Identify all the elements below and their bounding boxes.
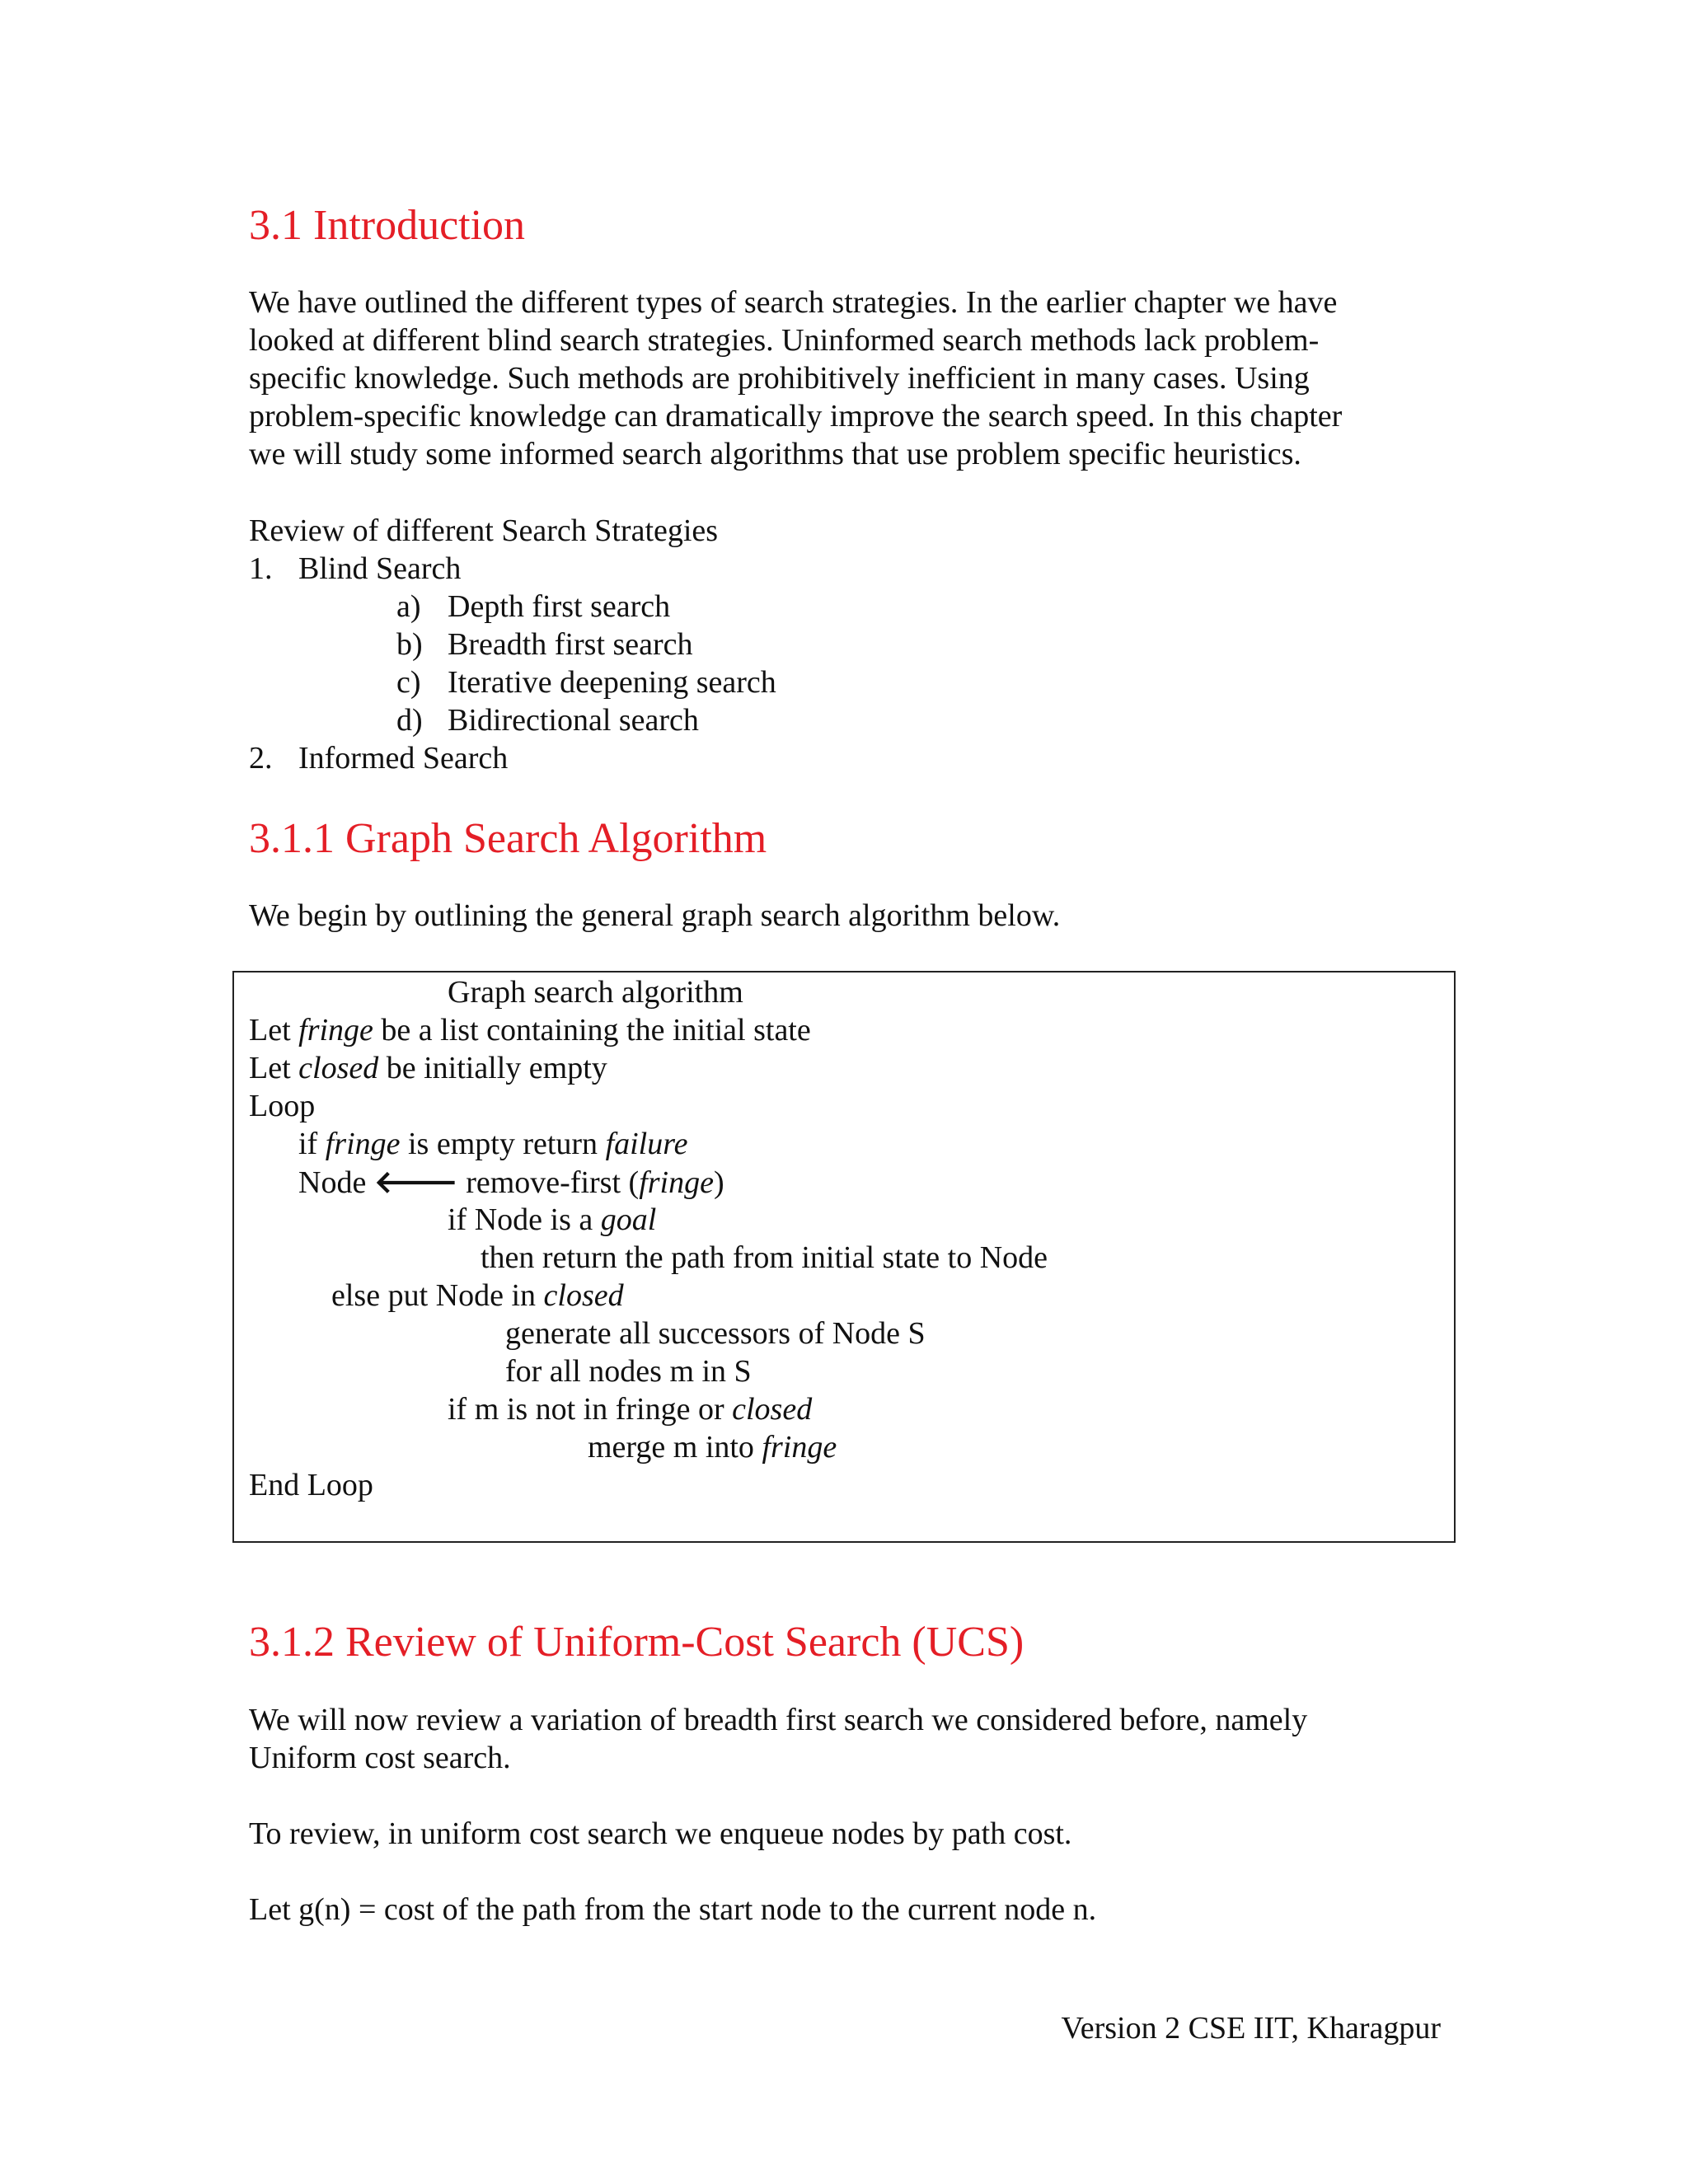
intro-paragraph-line: we will study some informed search algorithms that use problem specific heuristics. [249,437,1301,471]
algorithm-line: if fringe is empty return failure [298,1127,688,1161]
intro-paragraph [249,284,1469,473]
algorithm-line: else put Node in closed [331,1278,624,1313]
sub-item-marker: d) [396,703,423,738]
ucs-heading: 3.1.2 Review of Uniform-Cost Search (UCS) [249,1619,1025,1666]
page-footer: Version 2 CSE IIT, Kharagpur [1061,2011,1441,2046]
intro-paragraph-line: looked at different blind search strategies. Uninformed search methods lack problem- [249,323,1320,358]
algorithm-line: Node 🡐 remove-first (fringe) [298,1164,724,1200]
sub-item-marker: a) [396,589,421,624]
algorithm-line: End Loop [249,1468,373,1502]
sub-item-marker: b) [396,627,423,662]
list-item-blind-search: Blind Search [298,551,462,586]
algorithm-line: generate all successors of Node S [505,1316,926,1351]
algorithm-line: Let closed be initially empty [249,1051,607,1085]
intro-paragraph-line: specific knowledge. Such methods are prohibitively inefficient in many cases. Using [249,361,1310,396]
ucs-review-line: To review, in uniform cost search we enqueue nodes by path cost. [249,1816,1072,1851]
list-item-informed-search: Informed Search [298,741,509,776]
algorithm-line: Let fringe be a list containing the initial state [249,1013,811,1047]
ucs-paragraph [249,1701,1469,1777]
sub-item-depth-first: Depth first search [448,589,671,624]
sub-item-breadth-first: Breadth first search [448,627,693,662]
intro-paragraph-line: We have outlined the different types of search strategies. In the earlier chapter we have [249,285,1338,320]
algorithm-title: Graph search algorithm [448,975,743,1010]
list-number: 2. [249,741,273,776]
graph-search-intro: We begin by outlining the general graph search algorithm below. [249,898,1061,933]
sub-item-iterative-deepening: Iterative deepening search [448,665,776,700]
algorithm-line: if Node is a goal [448,1202,657,1237]
sub-item-marker: c) [396,665,421,700]
intro-heading: 3.1 Introduction [249,202,526,249]
intro-paragraph-line: problem-specific knowledge can dramatically improve the search speed. In this chapter [249,399,1343,434]
review-title: Review of different Search Strategies [249,513,719,548]
algorithm-line: then return the path from initial state to Node [481,1240,1048,1275]
algorithm-line: Loop [249,1089,316,1123]
ucs-paragraph-line: We will now review a variation of breadth first search we considered before, namely [249,1703,1308,1737]
algorithm-line: if m is not in fringe or closed [448,1392,813,1427]
graph-search-heading: 3.1.1 Graph Search Algorithm [249,815,767,862]
left-arrow-icon: 🡐 [373,1164,458,1200]
algorithm-line: for all nodes m in S [505,1354,752,1389]
ucs-cost-definition: Let g(n) = cost of the path from the start node to the current node n. [249,1892,1097,1927]
list-number: 1. [249,551,273,586]
sub-item-bidirectional: Bidirectional search [448,703,699,738]
algorithm-line: merge m into fringe [588,1430,837,1465]
ucs-paragraph-line: Uniform cost search. [249,1741,511,1775]
